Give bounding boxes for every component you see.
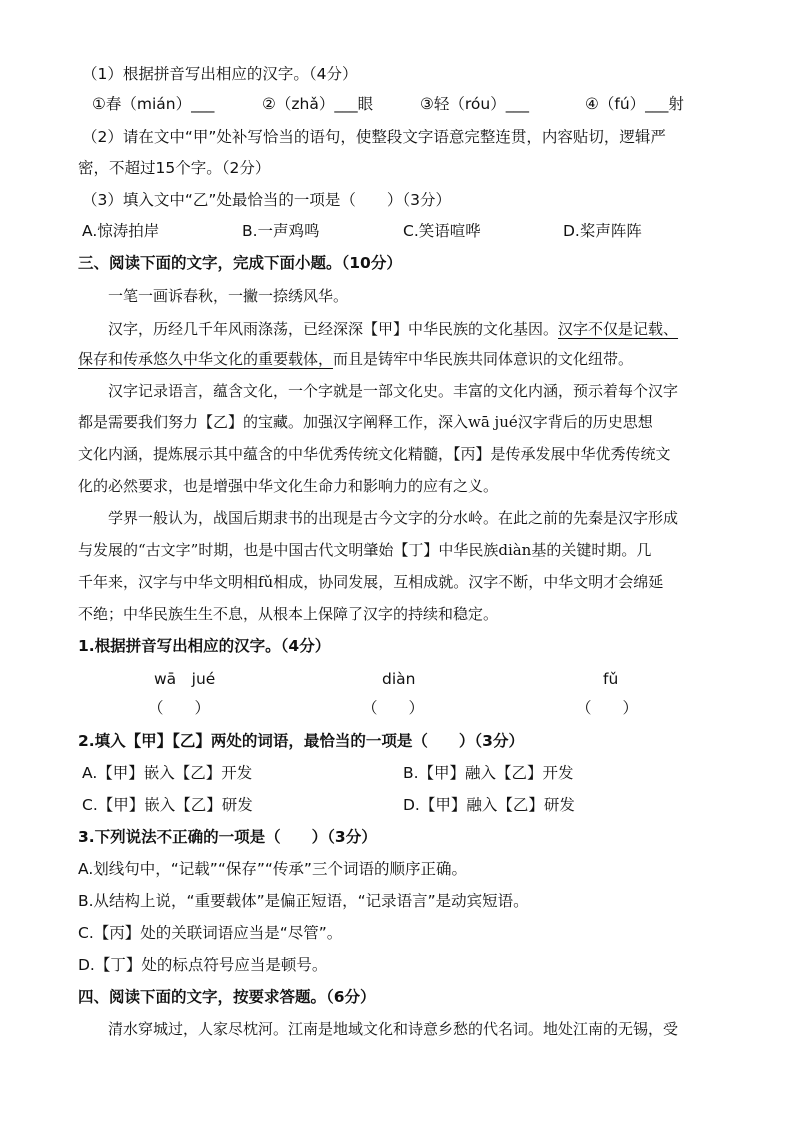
question-3-prompt: （3）填入文中“乙”处最恰当的一项是（ ）（3分） (82, 191, 452, 209)
option-d: D.桨声阵阵 (563, 222, 642, 240)
pinyin-item-2: ②（zhǎ）___眼 (262, 95, 374, 113)
answer-blank-2[interactable]: （ ） (362, 699, 425, 717)
s3-question-3: 3.下列说法不正确的一项是（ ）（3分） (78, 828, 377, 846)
s3-q3-option-c: C.【丙】处的关联词语应当是“尽管”。 (78, 924, 343, 942)
answer-blank-1[interactable]: （ ） (148, 699, 211, 717)
passage-p2-line1 (108, 319, 678, 339)
option-a: A.惊涛拍岸 (82, 222, 160, 240)
s3-q2-option-d: D.【甲】融入【乙】研发 (403, 796, 575, 814)
passage-intro: 一笔一画诉春秋，一撇一捺绣风华。 (108, 287, 349, 305)
option-b: B.一声鸡鸣 (242, 222, 320, 240)
question-2-prompt-line1: （2）请在文中“甲”处补写恰当的语句，使整段文字语意完整连贯，内容贴切，逻辑严 (82, 128, 666, 146)
question-1-prompt: （1）根据拼音写出相应的汉字。（4分） (82, 65, 358, 83)
option-c: C.笑语喧哗 (403, 222, 481, 240)
s3-q3-option-b: B.从结构上说，“重要载体”是偏正短语，“记录语言”是动宾短语。 (78, 892, 529, 910)
passage-p4-line4: 不绝；中华民族生生不息，从根本上保障了汉字的持续和稳定。 (78, 605, 499, 623)
pinyin-wajue: wā jué (154, 670, 216, 688)
passage-p3-line1: 汉字记录语言，蕴含文化，一个字就是一部文化史。丰富的文化内涵，预示着每个汉字 (108, 382, 679, 400)
pinyin-item-3: ③轻（róu）___ (420, 95, 529, 113)
s3-q3-option-d: D.【丁】处的标点符号应当是顿号。 (78, 956, 328, 974)
pinyin-item-1: ①春（mián）___ (92, 95, 215, 113)
s3-q3-option-a: A.划线句中，“记载”“保存”“传承”三个词语的顺序正确。 (78, 860, 467, 878)
s3-q2-option-c: C.【甲】嵌入【乙】研发 (82, 796, 253, 814)
passage-p4-line1: 学界一般认为，战国后期隶书的出现是古今文字的分水岭。在此之前的先秦是汉字形成 (108, 509, 679, 527)
passage-p3-line4: 化的必然要求，也是增强中华文化生命力和影响力的应有之义。 (78, 477, 499, 495)
section-4-heading: 四、阅读下面的文字，按要求答题。（6分） (78, 988, 376, 1006)
pinyin-item-4: ④（fú）___射 (585, 95, 684, 113)
s3-q2-option-a: A.【甲】嵌入【乙】开发 (82, 764, 253, 782)
passage-p2-text: 汉字，历经几千年风雨涤荡，已经深深【甲】中华民族的文化基因。 (108, 320, 559, 338)
passage-p3-line2: 都是需要我们努力【乙】的宝藏。加强汉字阐释工作，深入wā jué汉字背后的历史思想 (78, 413, 653, 431)
underlined-sentence-end: 保存和传承悠久中华文化的重要载体， (78, 350, 334, 368)
s3-q2-option-b: B.【甲】融入【乙】开发 (403, 764, 574, 782)
s3-question-1: 1.根据拼音写出相应的汉字。（4分） (78, 637, 331, 655)
passage-p4-line2: 与发展的“古文字”时期，也是中国古代文明肇始【丁】中华民族diàn基的关键时期。几 (78, 541, 652, 559)
s3-question-2: 2.填入【甲】【乙】两处的词语，最恰当的一项是（ ）（3分） (78, 732, 524, 750)
question-2-prompt-line2: 密，不超过15个字。（2分） (78, 159, 271, 177)
pinyin-dian: diàn (382, 670, 416, 688)
section-3-heading: 三、阅读下面的文字，完成下面小题。（10分） (78, 254, 402, 272)
passage-p2-line2 (78, 349, 633, 369)
answer-blank-3[interactable]: （ ） (576, 699, 639, 717)
section-4-passage-line1: 清水穿城过，人家尽枕河。江南是地域文化和诗意乡愁的代名词。地处江南的无锡，受 (108, 1020, 679, 1038)
passage-p3-line3: 文化内涵，提炼展示其中蕴含的中华优秀传统文化精髓，【丙】是传承发展中华优秀传统文 (78, 445, 671, 463)
passage-p2-text-end: 而且是铸牢中华民族共同体意识的文化纽带。 (333, 350, 634, 368)
passage-p4-line3: 千年来，汉字与中华文明相fǔ相成，协同发展，互相成就。汉字不断，中华文明才会绵延 (78, 573, 664, 591)
underlined-sentence-start: 汉字不仅是记载、 (558, 320, 679, 338)
pinyin-fu: fǔ (603, 670, 619, 688)
